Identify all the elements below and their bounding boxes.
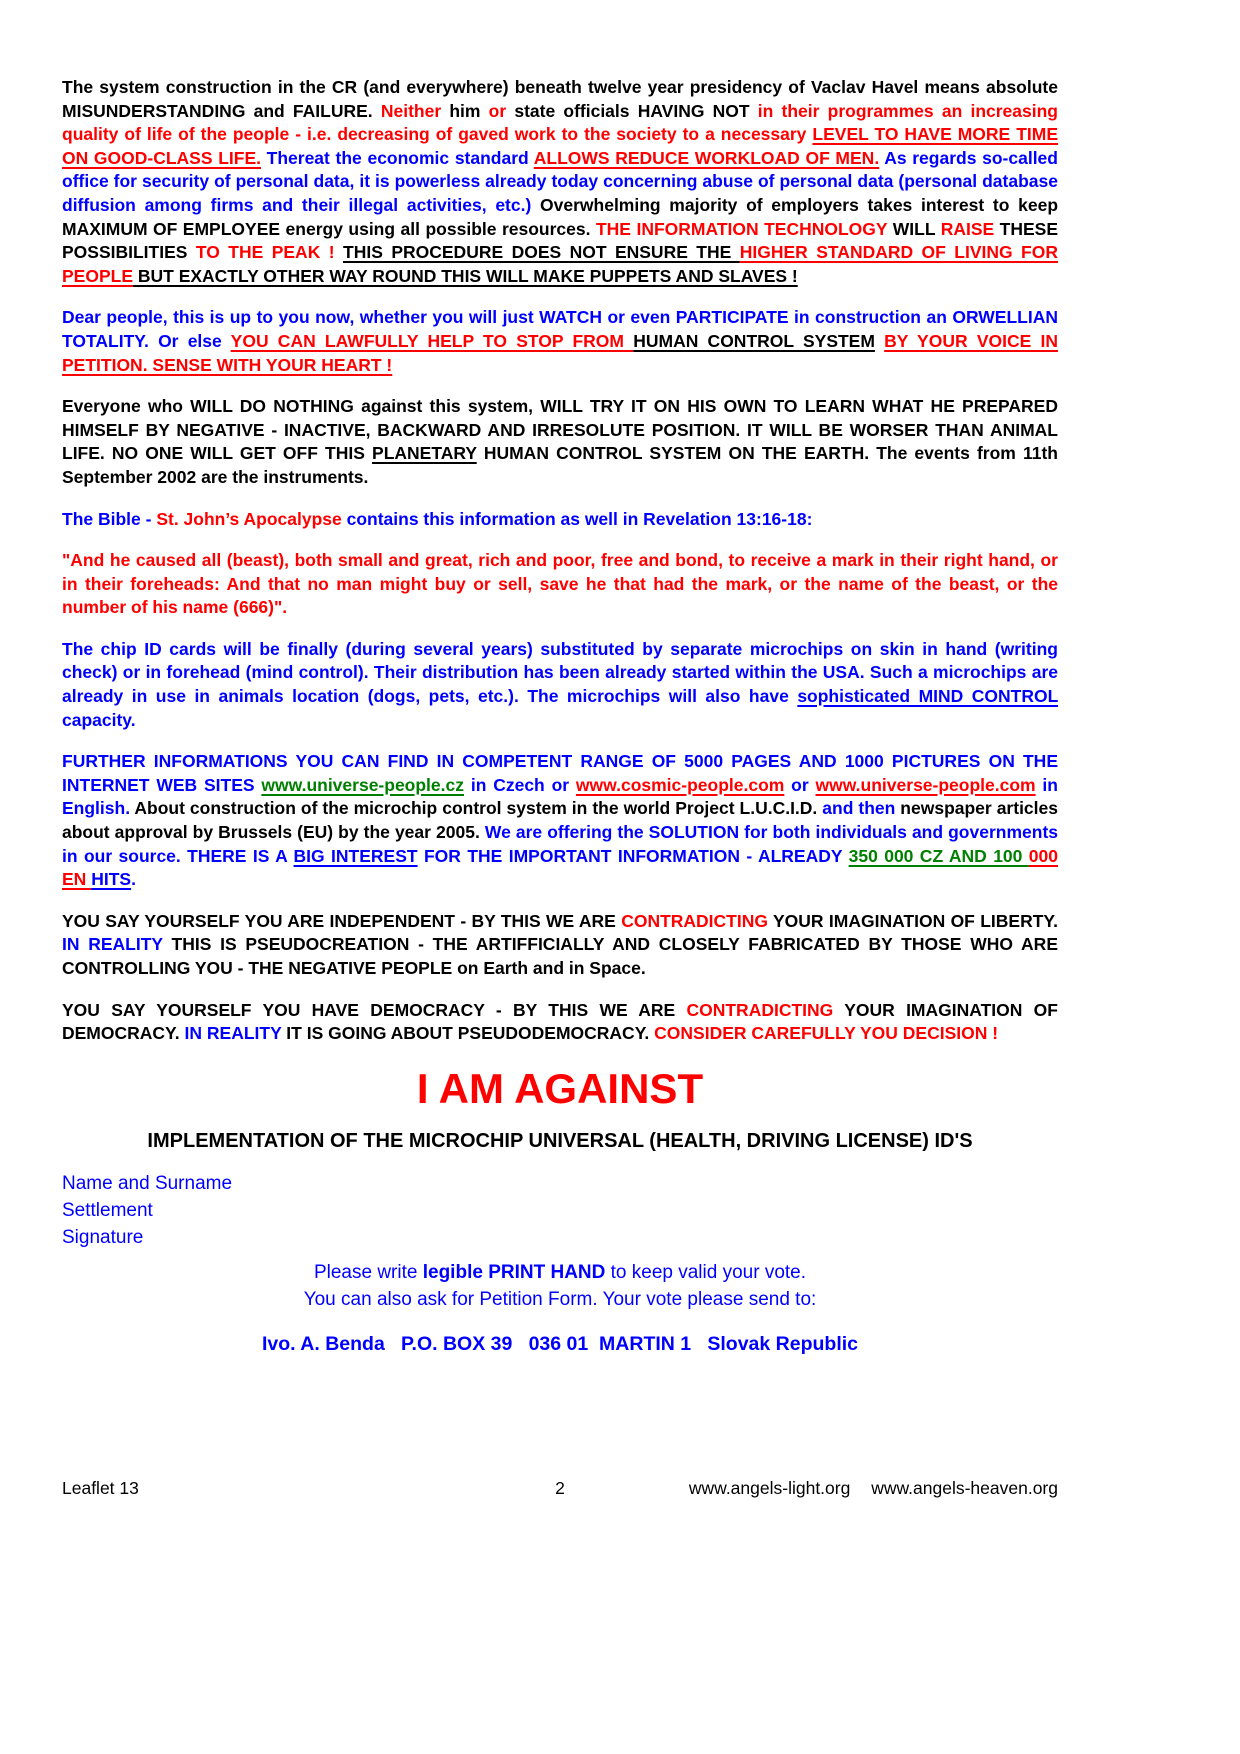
footer-link-angels-heaven: www.angels-heaven.org — [871, 1478, 1058, 1498]
mailing-address: Ivo. A. Benda P.O. BOX 39 036 01 MARTIN 1 Slovak Republic — [261, 1332, 859, 1355]
text-segment: We are offering the SOLUTION for both individuals and governments in our source. THERE IS A — [62, 822, 1059, 866]
text-segment: RAISE — [940, 218, 995, 239]
instruction-line — [62, 1259, 1058, 1286]
text-segment: "And he caused all (beast), both small and great, rich and poor, free and bond, to receive a mark in their right hand, or in their foreheads: And that no man might buy or sell, save he that had the mark, or the name of the beast, or the number of his name (666)". — [62, 550, 1058, 618]
text-segment: BIG INTEREST — [293, 845, 418, 866]
link-cosmic-people-com[interactable]: www.cosmic-people.com — [575, 774, 785, 795]
text-segment: FURTHER INFORMATIONS YOU CAN FIND IN COMPETENT RANGE OF 5000 PAGES AND 1000 PICTURES ON THE INTERNET WEB SITES — [62, 751, 1058, 795]
text-segment: or — [784, 774, 816, 795]
text-segment: YOUR IMAGINATION OF DEMOCRACY. — [62, 999, 1058, 1044]
text-segment: state officials HAVING NOT — [506, 100, 758, 121]
footer-links — [565, 1478, 1058, 1499]
text-segment: YOU SAY YOURSELF YOU HAVE DEMOCRACY - BY THIS WE ARE — [62, 999, 687, 1020]
democracy-paragraph — [62, 999, 1058, 1046]
text-segment: As regards so-called office for security of personal data, it is powerless already today concerning abuse of personal data (personal database diffusion among firms and their illegal activities, etc.) — [62, 147, 1058, 215]
text-segment — [335, 242, 343, 262]
text-segment: THIS IS PSEUDOCREATION - THE ARTIFFICIALLY AND CLOSELY FABRICATED BY THOSE WHO ARE CONTROLLING YOU - THE NEGATIVE PEOPLE on Earth and in Space. — [62, 934, 1058, 978]
text-segment: The system construction in the CR (and everywhere) beneath twelve year presidency of Vaclav Havel means absolute MISUNDERSTANDING and FAILURE. — [62, 77, 1058, 121]
text-segment: Dear people, this is up to you now, whether you will just WATCH or even PARTICIPATE in construction an ORWELLIAN TOTALITY. Or else — [62, 307, 1058, 351]
text-segment: and then — [822, 798, 901, 819]
chip-id-paragraph — [62, 638, 1058, 732]
text-segment: St. John’s Apocalypse — [156, 508, 342, 529]
text-segment: . — [131, 869, 136, 890]
text-segment: WILL — [887, 218, 941, 239]
text-segment: THESE POSSIBILITIES — [62, 218, 1058, 263]
text-segment: to keep valid your vote. — [605, 1261, 807, 1283]
text-segment: LEVEL TO HAVE MORE TIME ON GOOD-CLASS LIFE. — [62, 124, 1059, 168]
footer-link-angels-light: www.angels-light.org — [688, 1478, 851, 1498]
text-segment: him — [441, 100, 489, 121]
text-segment: YOU CAN LAWFULLY HELP TO STOP FROM — [230, 330, 634, 351]
text-segment: capacity. — [62, 709, 136, 730]
text-segment: or — [488, 100, 507, 121]
text-segment: sophisticated MIND CONTROL — [797, 686, 1058, 707]
revelation-quote-paragraph — [62, 549, 1058, 620]
text-segment: BUT EXACTLY OTHER WAY ROUND THIS WILL MAKE PUPPETS AND SLAVES ! — [133, 265, 798, 286]
link-universe-people-com[interactable]: www.universe-people.com — [815, 774, 1036, 795]
text-segment: IN REALITY — [62, 934, 163, 955]
text-segment: YOU SAY YOURSELF YOU ARE INDEPENDENT - BY THIS WE ARE — [62, 910, 622, 931]
text-segment — [875, 331, 884, 351]
text-segment: TO THE PEAK ! — [195, 242, 335, 263]
petition-form-fields — [62, 1170, 1058, 1251]
text-segment: HITS — [91, 869, 132, 890]
text-segment: THE INFORMATION TECHNOLOGY — [595, 218, 888, 239]
text-segment: Everyone who WILL DO NOTHING against this system, WILL TRY IT ON HIS OWN TO LEARN WHAT HE PREPARED HIMSELF BY NEGATIVE - INACTIVE, BACKWARD AND IRRESOLUTE POSITION. IT WILL BE WORSER THAN ANIMAL LIFE. NO ONE WILL GET OFF THIS — [62, 396, 1058, 464]
text-segment: THIS PROCEDURE DOES NOT ENSURE THE — [343, 242, 740, 263]
text-segment: HIGHER STANDARD OF LIVING FOR PEOPLE — [62, 242, 1058, 286]
text-segment: The Bible - — [62, 508, 157, 529]
page-number: 2 — [555, 1478, 565, 1498]
petition-field-label: Signature — [62, 1226, 144, 1248]
everyone-paragraph — [62, 395, 1058, 489]
independent-paragraph — [62, 910, 1058, 981]
instruction-line — [62, 1286, 1058, 1313]
page-title: I AM AGAINST — [416, 1064, 704, 1112]
text-segment: FOR THE IMPORTANT INFORMATION - ALREADY — [417, 845, 849, 866]
body-paragraphs — [62, 76, 1058, 1046]
petition-field-label: Settlement — [62, 1199, 153, 1221]
text-segment: IN REALITY — [184, 1023, 282, 1044]
text-segment: Please write — [313, 1261, 423, 1283]
petition-field-label: Name and Surname — [62, 1172, 233, 1194]
link-universe-people-cz[interactable]: www.universe-people.cz — [261, 774, 464, 795]
dear-people-paragraph — [62, 306, 1058, 377]
text-segment: Neither — [380, 100, 442, 121]
text-segment: PLANETARY — [372, 443, 477, 464]
text-segment: in Czech or — [464, 774, 576, 795]
further-informations-paragraph — [62, 750, 1058, 892]
text-segment: About construction of the microchip control system in the world Project L.U.C.I.D. — [134, 798, 823, 819]
text-segment: CONTRADICTING — [686, 999, 834, 1020]
text-segment: CONSIDER CAREFULLY YOU DECISION ! — [654, 1023, 999, 1044]
page-footer — [62, 1478, 1058, 1499]
text-segment: IT IS GOING ABOUT PSEUDODEMOCRACY. — [281, 1023, 655, 1044]
text-segment: You can also ask for Petition Form. Your vote please send to: — [303, 1288, 817, 1310]
text-segment: ALLOWS REDUCE WORKLOAD OF MEN. — [533, 147, 880, 168]
text-segment: 350 000 CZ AND 100 — [848, 845, 1029, 866]
text-segment: CONTRADICTING — [621, 910, 768, 931]
text-segment: in their programmes an increasing quality of life of the people - i.e. decreasing of gaved work to the society to a necessary — [62, 100, 1058, 145]
text-segment: newspaper articles about approval by Brussels (EU) by the year 2005. — [62, 798, 1058, 843]
text-segment: HUMAN CONTROL SYSTEM — [633, 330, 875, 351]
footer-leaflet-label: Leaflet 13 — [62, 1478, 139, 1498]
text-segment: BY YOUR VOICE IN PETITION. SENSE WITH YOUR HEART ! — [62, 330, 1058, 375]
text-segment: Overwhelming majority of employers takes interest to keep MAXIMUM OF EMPLOYEE energy using all possible resources. — [62, 194, 1059, 239]
text-segment: The chip ID cards will be finally (during several years) substituted by separate microchips on skin in hand (writing check) or in forehead (mind control). Their distribution has been already started within the USA. Such a microchips are already in use in animals location (dogs, pets, etc.). The microchips will also have — [62, 638, 1058, 707]
text-segment: HUMAN CONTROL SYSTEM ON THE EARTH. The events from 11th September 2002 are the instruments. — [62, 443, 1058, 487]
vote-instructions — [62, 1259, 1058, 1313]
petition-subject: IMPLEMENTATION OF THE MICROCHIP UNIVERSAL (HEALTH, DRIVING LICENSE) ID'S — [147, 1129, 973, 1152]
text-segment: in English. — [62, 774, 1058, 819]
text-segment: 000 EN — [62, 845, 1058, 890]
text-segment: contains this information as well in Revelation 13:16-18: — [341, 508, 813, 529]
intro-paragraph — [62, 76, 1058, 288]
text-segment: Thereat the economic standard — [260, 147, 534, 168]
text-segment: legible PRINT HAND — [422, 1261, 606, 1283]
text-segment: YOUR IMAGINATION OF LIBERTY. — [767, 910, 1058, 931]
bible-reference-paragraph — [62, 508, 1058, 532]
